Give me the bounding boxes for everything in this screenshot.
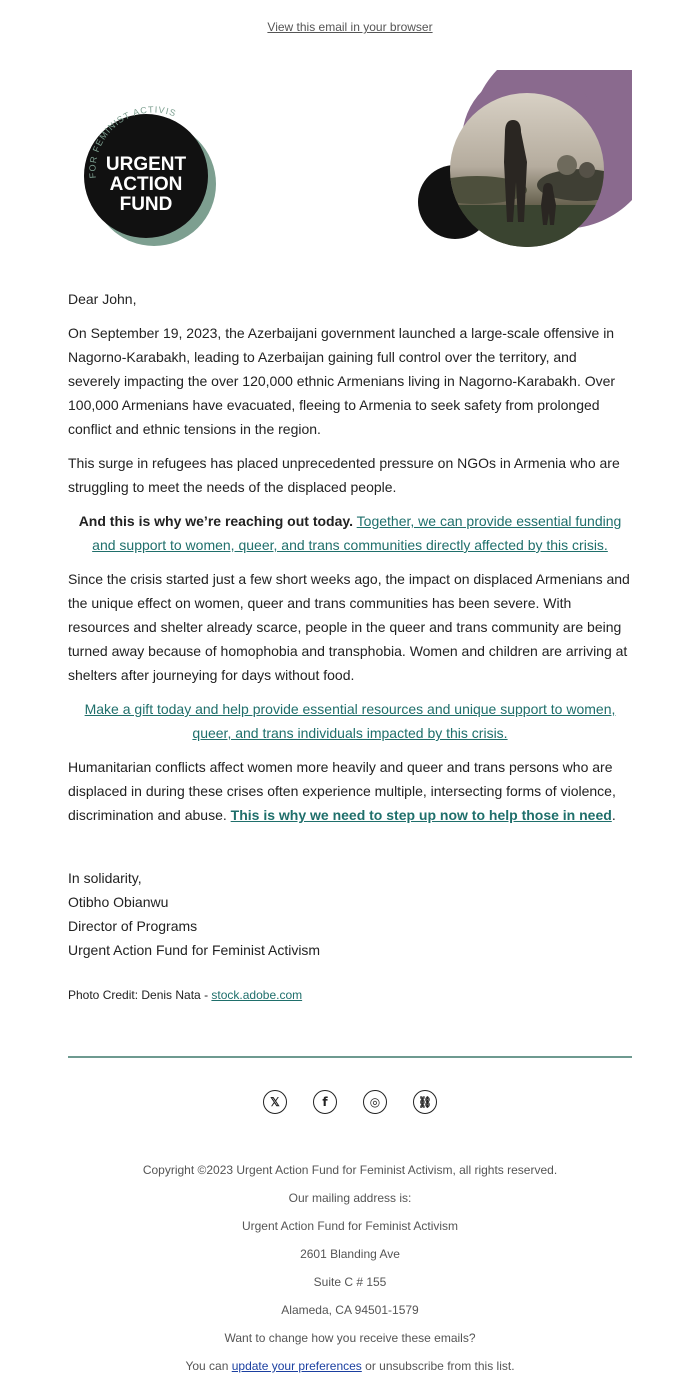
logo-line-1: URGENT	[105, 154, 187, 175]
greeting: Dear John,	[68, 291, 137, 307]
view-in-browser-link[interactable]: View this email in your browser	[267, 20, 433, 34]
footer-suite: Suite C # 155	[313, 1275, 387, 1289]
instagram-icon[interactable]: ◎	[363, 1090, 387, 1114]
make-a-gift-link[interactable]: Make a gift today and help provide essential resources and unique support to women, queer, and trans individuals impacted by this crisis.	[84, 701, 616, 741]
signature-title: Director of Programs	[68, 918, 198, 934]
step-up-link[interactable]: This is why we need to step up now to help those in need	[230, 807, 612, 823]
footer-preferences	[0, 1352, 700, 1380]
footer-city: Alameda, CA 94501-1579	[281, 1303, 419, 1317]
urgent-action-fund-logo[interactable]	[68, 90, 228, 250]
humanitarian-text: Humanitarian conflicts affect women more heavily and queer and trans persons who are displaced in during these crises often experience multiple, intersecting forms of violence, discrimination and abuse.	[68, 759, 616, 823]
paragraph-reaching-out	[68, 509, 632, 557]
pref-suffix: or unsubscribe from this list.	[361, 1359, 515, 1373]
footer-street: 2601 Blanding Ave	[300, 1247, 400, 1261]
signature-org: Urgent Action Fund for Feminist Activism	[68, 942, 321, 958]
footer-org: Urgent Action Fund for Feminist Activism	[241, 1219, 459, 1233]
signature-closing: In solidarity,	[68, 870, 142, 886]
logo-line-3: FUND	[119, 194, 173, 215]
humanitarian-period: .	[611, 807, 616, 823]
header	[68, 70, 632, 260]
signature-name: Otibho Obianwu	[68, 894, 169, 910]
x-icon[interactable]: 𝕏	[263, 1090, 287, 1114]
photo-credit-label: Photo Credit: Denis Nata -	[68, 988, 212, 1002]
together-funding-link[interactable]: Together, we can provide essential funding and support to women, queer, and trans communities directly affected by this crisis.	[92, 513, 622, 553]
footer	[0, 1156, 700, 1380]
footer-mailing-label: Our mailing address is:	[288, 1191, 412, 1205]
svg-text:FOR FEMINIST ACTIVISM: FOR FEMINIST ACTIVIS	[87, 104, 178, 179]
photo-credit	[68, 988, 302, 1002]
paragraph-crisis-impact: Since the crisis started just a few short weeks ago, the impact on displaced Armenians and the unique effect on women, queer and trans communities has been severe. With resources and shelter already scarce, people in the queer and trans community are being turned away because of homophobia and transphobia. Women and children are arriving at shelters after journeying for days without food.	[68, 571, 630, 683]
facebook-icon[interactable]: f	[313, 1090, 337, 1114]
pref-prefix: You can	[185, 1359, 232, 1373]
reaching-out-bold: And this is why we’re reaching out today.	[78, 513, 354, 529]
update-preferences-link[interactable]: update your preferences	[231, 1359, 362, 1373]
signature	[68, 866, 632, 962]
footer-change-question: Want to change how you receive these emails?	[224, 1331, 476, 1345]
email-body	[68, 287, 632, 837]
paragraph-humanitarian	[68, 755, 632, 827]
logo-line-2: ACTION	[109, 174, 183, 195]
paragraph-offensive: On September 19, 2023, the Azerbaijani government launched a large-scale offensive in Nagorno-Karabakh, leading to Azerbaijan gaining full control over the territory, and severely impacting the over 120,000 ethnic Armenians living in Nagorno-Karabakh. Over 100,000 Armenians have evacuated, fleeing to Armenia to seek safety from prolonged conflict and ethnic tensions in the region.	[68, 325, 616, 437]
footer-copyright: Copyright ©2023 Urgent Action Fund for Feminist Activism, all rights reserved.	[142, 1163, 558, 1177]
social-links	[0, 1090, 700, 1114]
footer-divider	[68, 1056, 632, 1058]
link-icon[interactable]: ⛓	[413, 1090, 437, 1114]
paragraph-gift	[68, 697, 632, 745]
paragraph-ngo-pressure: This surge in refugees has placed unprecedented pressure on NGOs in Armenia who are struggling to meet the needs of the displaced people.	[68, 455, 620, 495]
photo-credit-link[interactable]: stock.adobe.com	[211, 988, 303, 1002]
hero-image	[417, 70, 632, 250]
